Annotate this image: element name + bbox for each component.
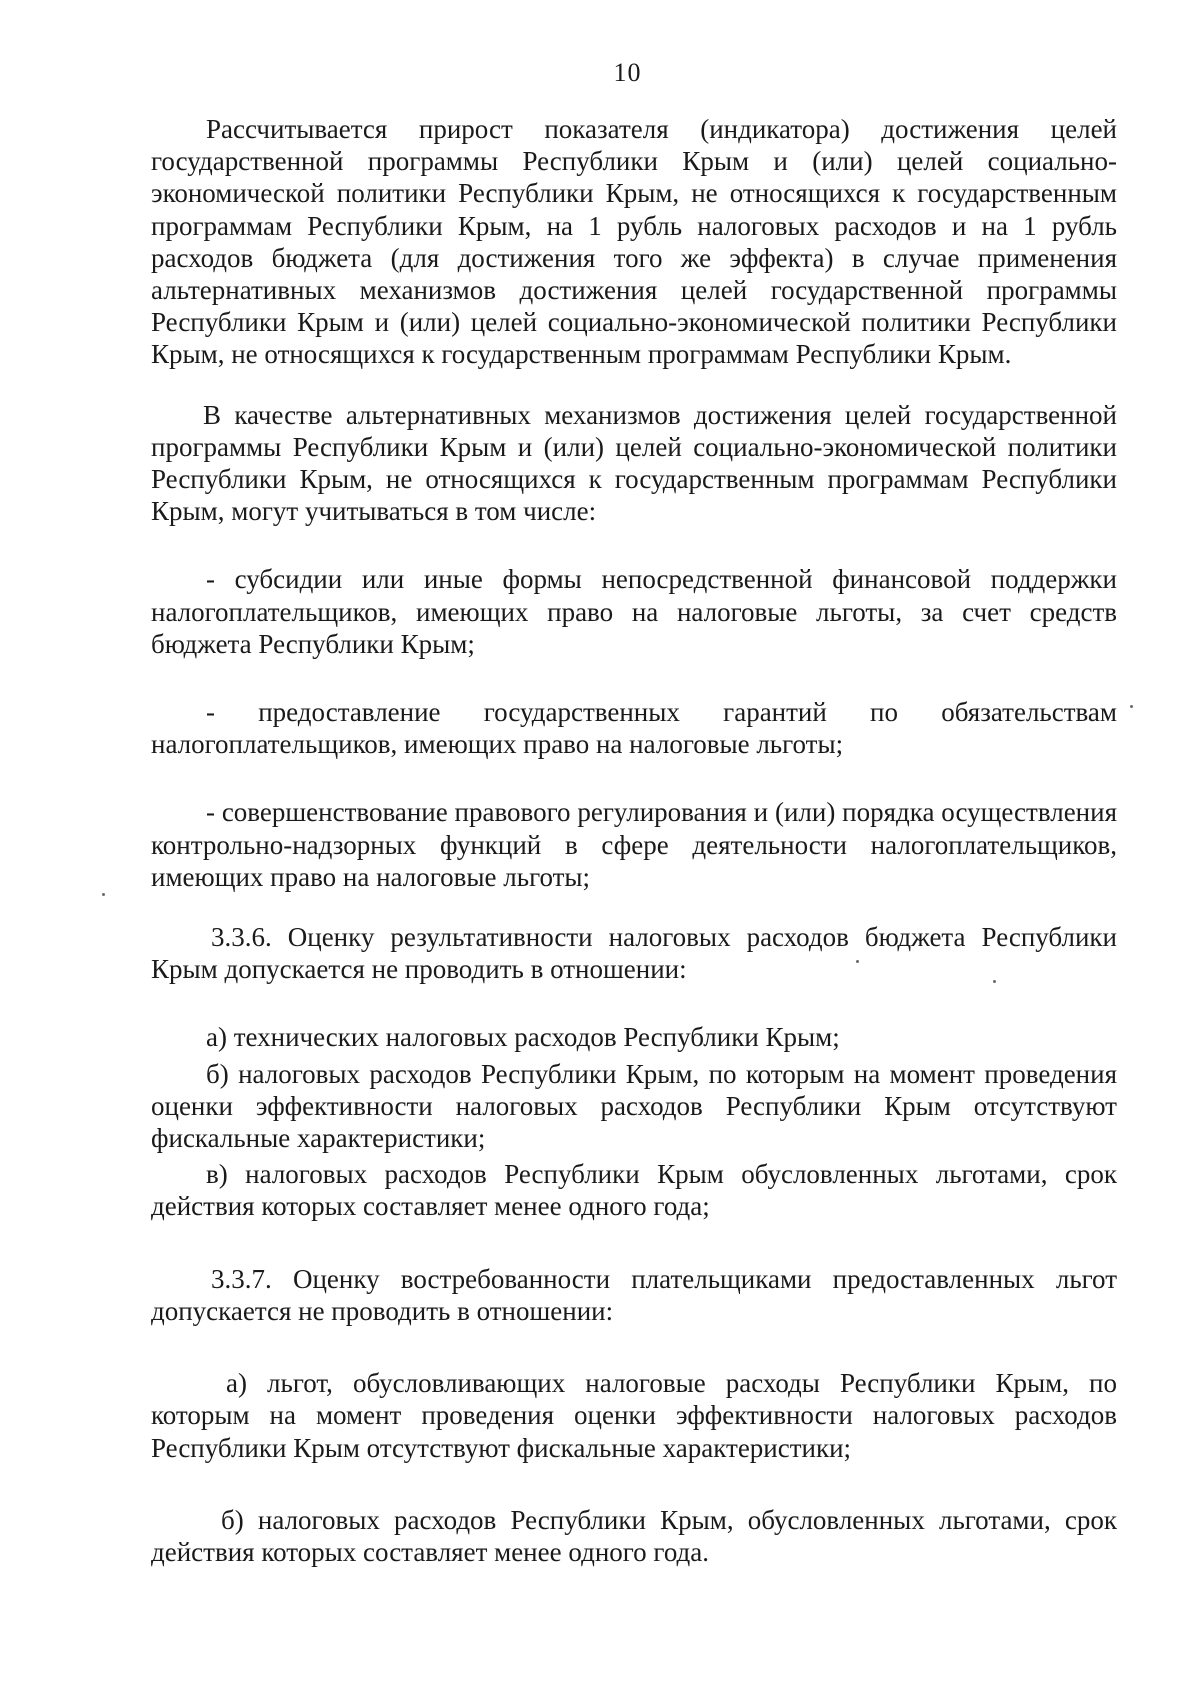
document-body [151, 113, 1117, 1568]
section-3-3-6-item-c: в) налоговых расходов Республики Крым обусловленных льготами, срок действия которых составляет менее одного года; [151, 1159, 1117, 1222]
list-item-regulation: - совершенствование правового регулирования и (или) порядка осуществления контрольно-надзорных функций в сфере деятельности налогоплательщиков, имеющих право на налоговые льготы; [151, 797, 1117, 892]
section-3-3-7: 3.3.7. Оценку востребованности плательщиками предоставленных льгот допускается не проводить в отношении: [151, 1263, 1117, 1326]
scan-speck [102, 893, 105, 896]
list-item-subsidies: - субсидии или иные формы непосредственной финансовой поддержки налогоплательщиков, имеющих право на налоговые льготы, за счет средств бюджета Республики Крым; [151, 564, 1117, 659]
page-number: 10 [613, 58, 642, 87]
scan-speck [1130, 705, 1133, 708]
paragraph-alternative-mechanisms: В качестве альтернативных механизмов достижения целей государственной программы Республики Крым и (или) целей социально-экономической политики Республики Крым, не относящихся к государственным программам Республики Крым, могут учитываться в том числе: [151, 399, 1117, 527]
scan-speck [993, 980, 996, 983]
section-3-3-6-item-b: б) налоговых расходов Республики Крым, по которым на момент проведения оценки эффективности налоговых расходов Республики Крым отсутствуют фискальные характеристики; [151, 1058, 1117, 1154]
paragraph-calculation: Рассчитывается прирост показателя (индикатора) достижения целей государственной программы Республики Крым и (или) целей социально-экономической политики Республики Крым, не относящихся к государственным программам Республики Крым, на 1 рубль налоговых расходов и на 1 рубль расходов бюджета (для достижения того же эффекта) в случае применения альтернативных механизмов достижения целей государственной программы Республики Крым и (или) целей социально-экономической политики Республики Крым, не относящихся к государственным программам Республики Крым. [151, 114, 1117, 370]
section-3-3-7-item-a: а) льгот, обусловливающих налоговые расходы Республики Крым, по которым на момент проведения оценки эффективности налоговых расходов Республики Крым отсутствуют фискальные характеристики; [151, 1368, 1117, 1463]
section-3-3-6: 3.3.6. Оценку результативности налоговых расходов бюджета Республики Крым допускается не проводить в отношении: [151, 922, 1117, 985]
section-3-3-7-item-b: б) налоговых расходов Республики Крым, обусловленных льготами, срок действия которых составляет менее одного года. [151, 1504, 1117, 1567]
scan-speck [856, 960, 859, 963]
section-3-3-6-item-a: а) технических налоговых расходов Республики Крым; [206, 1022, 840, 1053]
list-item-guarantees: - предоставление государственных гарантий по обязательствам налогоплательщиков, имеющих право на налоговые льготы; [151, 697, 1117, 760]
